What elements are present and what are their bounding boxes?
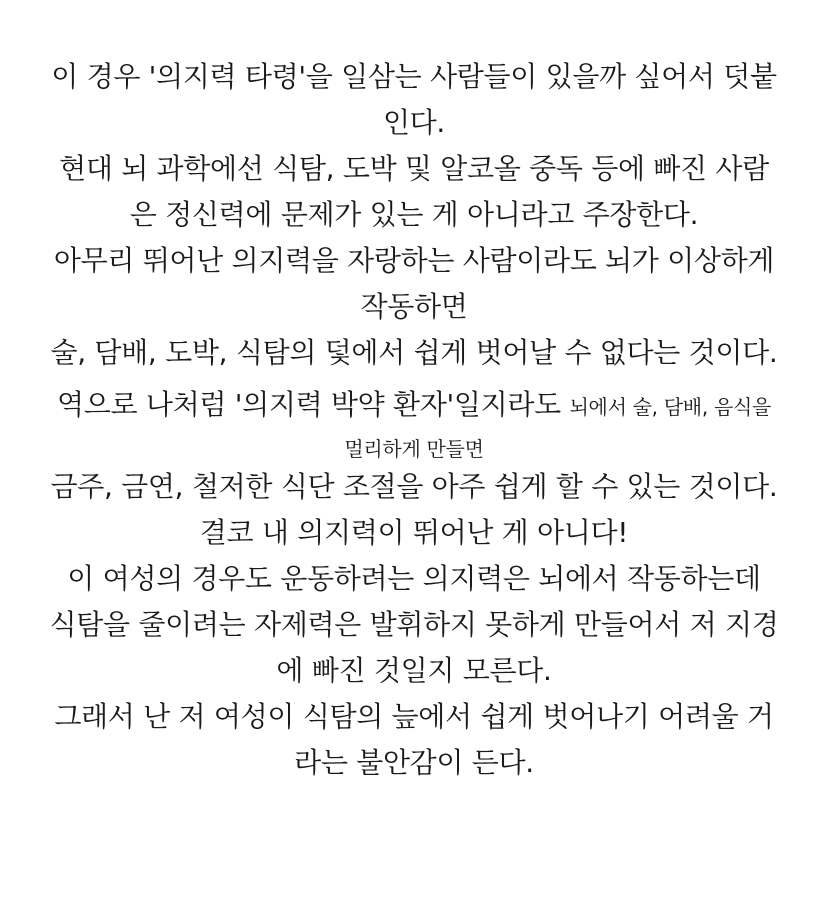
text-line: 이 경우 '의지력 타령'을 일삼는 사람들이 있을까 싶어서 덧붙	[51, 60, 777, 93]
article-text	[0, 54, 828, 786]
text-line: 술, 담배, 도박, 식탐의 덫에서 쉽게 벗어날 수 없다는 것이다.	[50, 336, 778, 369]
text-line: 에 빠진 것일지 모른다.	[276, 654, 552, 687]
text-line: 결코 내 의지력이 뛰어난 게 아니다!	[199, 516, 629, 549]
text-line: 현대 뇌 과학에선 식탐, 도박 및 알코올 중독 등에 빠진 사람	[59, 152, 769, 185]
text-line: 금주, 금연, 철저한 식단 조절을 아주 쉽게 할 수 있는 것이다.	[50, 470, 778, 503]
text-segment: 역으로 나처럼 '의지력 박약 환자'일지라도	[57, 388, 561, 421]
text-line: 아무리 뛰어난 의지력을 자랑하는 사람이라도 뇌가 이상하게	[53, 244, 775, 277]
text-line: 은 정신력에 문제가 있는 게 아니라고 주장한다.	[129, 198, 699, 231]
text-line: 그래서 난 저 여성이 식탐의 늪에서 쉽게 벗어나기 어려울 거	[54, 700, 774, 733]
text-line: 인다.	[382, 106, 446, 139]
text-line: 이 여성의 경우도 운동하려는 의지력은 뇌에서 작동하는데	[67, 562, 761, 595]
text-segment-small: 뇌에서 술, 담배, 음식을	[569, 395, 771, 419]
text-line: 작동하면	[360, 290, 468, 323]
text-line-small: 멀리하게 만들면	[344, 437, 484, 461]
text-line: 식탐을 줄이려는 자제력은 발휘하지 못하게 만들어서 저 지경	[49, 608, 779, 641]
text-line: 라는 불안감이 든다.	[294, 746, 534, 779]
text-line-mixed	[20, 376, 808, 434]
